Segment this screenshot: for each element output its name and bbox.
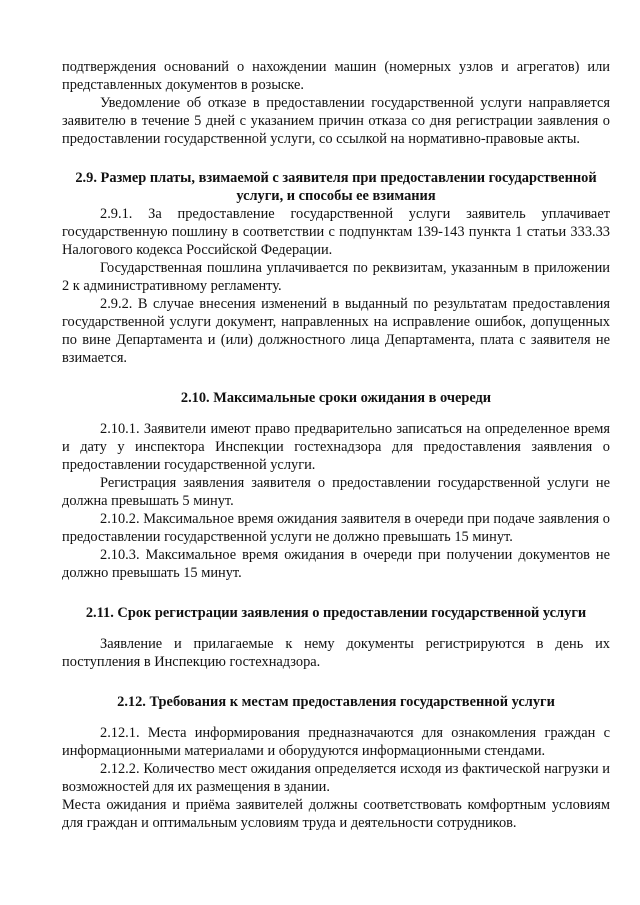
section-heading-2-11: 2.11. Срок регистрации заявления о предоставлении государственной услуги <box>85 605 587 621</box>
spacer <box>62 671 610 693</box>
spacer <box>62 407 610 420</box>
spacer <box>62 148 610 169</box>
paragraph-2-12-2: 2.12.2. Количество мест ожидания определяется исходя из фактической нагрузки и возможностей для их размещения в здании. <box>62 761 610 795</box>
paragraph-intro-1: подтверждения оснований о нахождении машин (номерных узлов и агрегатов) или представленных документов в розыске. <box>62 59 610 93</box>
paragraph-2-9-1: 2.9.1. За предоставление государственной услуги заявитель уплачивает государственную пошлину в соответствии с подпунктам 139-143 пункта 1 статьи 333.33 Налогового кодекса Российской Федерации. <box>62 206 610 258</box>
paragraph-2-10-1b: Регистрация заявления заявителя о предоставлении государственной услуги не должна превышать 5 минут. <box>62 475 610 509</box>
section-heading-2-12: 2.12. Требования к местам предоставления государственной услуги <box>117 694 555 710</box>
section-heading-2-9: 2.9. Размер платы, взимаемой с заявителя при предоставлении государственной услуги, и способы ее взимания <box>75 170 597 204</box>
paragraph-2-12-1: 2.12.1. Места информирования предназначаются для ознакомления граждан с информационными материалами и оборудуются информационными стендами. <box>62 725 610 759</box>
paragraph-2-12-3: Места ожидания и приёма заявителей должны соответствовать комфортным условиям для граждан и оптимальным условиям труда и деятельности сотрудников. <box>62 797 610 831</box>
spacer <box>62 711 610 724</box>
spacer <box>62 367 610 389</box>
paragraph-2-9-1b: Государственная пошлина уплачивается по реквизитам, указанным в приложении 2 к административному регламенту. <box>62 260 610 294</box>
spacer <box>62 622 610 635</box>
paragraph-2-10-1: 2.10.1. Заявители имеют право предварительно записаться на определенное время и дату у инспектора Инспекции гостехнадзора для предоставления заявления о предоставлении государственной услуги. <box>62 421 610 473</box>
paragraph-2-10-3: 2.10.3. Максимальное время ожидания в очереди при получении документов не должно превышать 15 минут. <box>62 547 610 581</box>
paragraph-2-10-2: 2.10.2. Максимальное время ожидания заявителя в очереди при подаче заявления о предоставлении государственной услуги не должно превышать 15 минут. <box>62 511 610 545</box>
section-heading-2-10: 2.10. Максимальные сроки ожидания в очереди <box>180 390 492 406</box>
spacer <box>62 582 610 604</box>
paragraph-2-11-1: Заявление и прилагаемые к нему документы регистрируются в день их поступления в Инспекцию гостехнадзора. <box>62 636 610 670</box>
paragraph-2-9-2: 2.9.2. В случае внесения изменений в выданный по результатам предоставления государственной услуги документ, направленных на исправление ошибок, допущенных по вине Департамента и (или) должностного лица Департамента, плата с заявителя не взимается. <box>62 296 610 366</box>
paragraph-intro-2: Уведомление об отказе в предоставлении государственной услуги направляется заявителю в течение 5 дней с указанием причин отказа со дня регистрации заявления о предоставлении государственной услуги, со ссылкой на нормативно-правовые акты. <box>62 95 610 147</box>
